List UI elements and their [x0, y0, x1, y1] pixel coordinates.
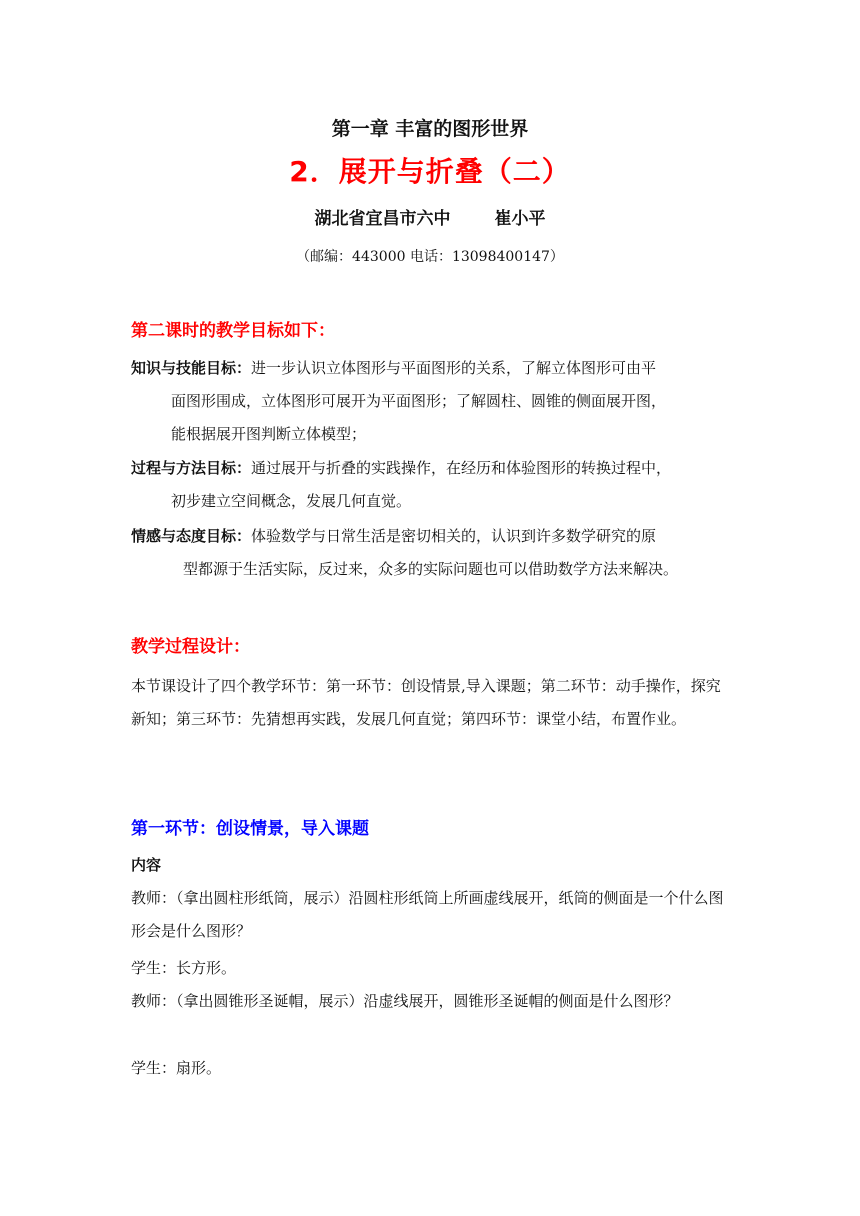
- content-label: 内容: [131, 856, 162, 874]
- contact-info: （邮编：443000 电话：13098400147）: [296, 249, 564, 265]
- objectives-heading: 第二课时的教学目标如下：: [131, 321, 335, 341]
- dialogue-teacher-2: 教师：（拿出圆锥形圣诞帽，展示）沿虚线展开，圆锥形圣诞帽的侧面是什么图形？: [131, 992, 679, 1010]
- dialogue-teacher-1: 教师：（拿出圆柱形纸筒，展示）沿圆柱形纸筒上所画虚线展开，纸筒的侧面是一个什么图形会是什么图形？: [131, 889, 724, 940]
- objective-process: 过程与方法目标：通过展开与折叠的实践操作，在经历和体验图形的转换过程中， 初步建立空间概念，发展几何直觉。: [131, 459, 672, 510]
- design-paragraph: 本节课设计了四个教学环节：第一环节：创设情景,导入课题；第二环节：动手操作，探究新知；第三环节：先猜想再实践，发展几何直觉；第四环节：课堂小结，布置作业。: [131, 677, 721, 728]
- section1-heading: 第一环节：创设情景，导入课题: [131, 819, 369, 839]
- dialogue-student-1: 学生：长方形。: [131, 959, 237, 977]
- lesson-title: 2．展开与折叠（二）: [289, 155, 571, 188]
- author-line: [0, 204, 860, 229]
- author-name: 崔小平: [494, 209, 546, 229]
- chapter-title: 第一章 丰富的图形世界: [331, 118, 529, 140]
- objective-label: 情感与态度目标：: [131, 527, 252, 545]
- school-name: 湖北省宜昌市六中: [314, 209, 451, 229]
- objective-knowledge: 知识与技能目标：进一步认识立体图形与平面图形的关系，了解立体图形可由平 面图形围成，立体图形可展开为平面图形；了解圆柱、圆锥的侧面展开图， 能根据展开图判断立体模型；: [131, 359, 667, 443]
- dialogue-student-2: 学生：扇形。: [131, 1059, 222, 1077]
- objective-label: 过程与方法目标：: [131, 459, 252, 477]
- design-heading: 教学过程设计：: [131, 637, 250, 657]
- objective-attitude: 情感与态度目标：体验数学与日常生活是密切相关的，认识到许多数学研究的原 型都源于生活实际，反过来，众多的实际问题也可以借助数学方法来解决。: [131, 527, 679, 578]
- objective-label: 知识与技能目标：: [131, 359, 252, 377]
